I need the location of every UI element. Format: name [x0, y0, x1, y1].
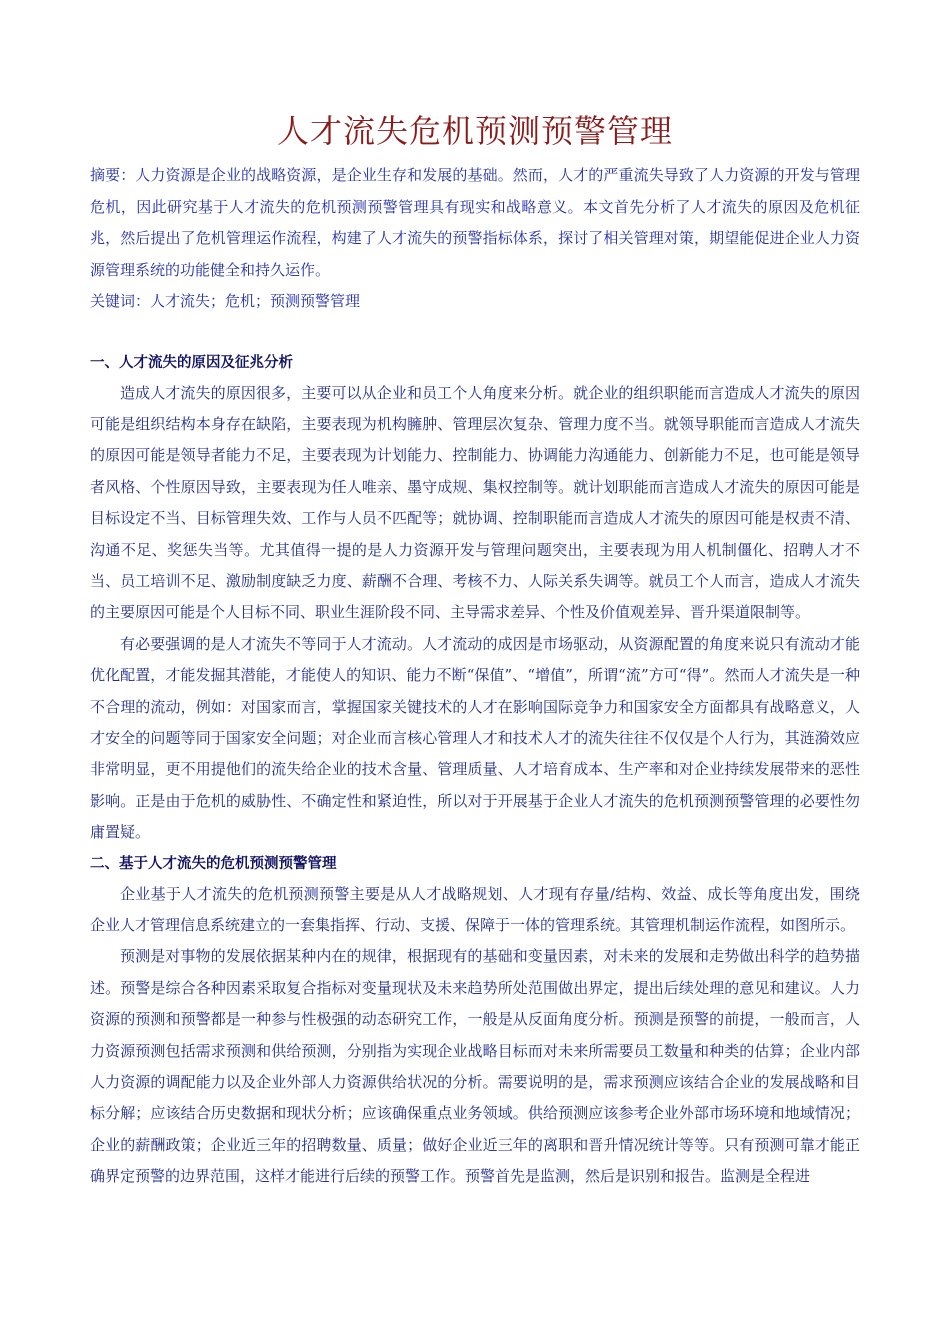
section-2-heading: 二、基于人才流失的危机预测预警管理 [90, 855, 337, 872]
document-title: 人才流失危机预测预警管理 [276, 112, 673, 150]
section-1-paragraph-1: 造成人才流失的原因很多，主要可以从企业和员工个人角度来分析。就企业的组织职能而言造成人才流失的原因可能是组织结构本身存在缺陷，主要表现为机构臃肿、管理层次复杂、管理力度不当。就领导职能而言造成人才流失的原因可能是领导者能力不足，主要表现为计划能力、控制能力、协调能力沟通能力、创新能力不足，也可能是领导者风格、个性原因导致，主要表现为任人唯亲、墨守成规、集权控制等。就计划职能而言造成人才流失的原因可能是目标设定不当、目标管理失效、工作与人员不匹配等；就协调、控制职能而言造成人才流失的原因可能是权责不清、沟通不足、奖惩失当等。尤其值得一提的是人力资源开发与管理问题突出，主要表现为用人机制僵化、招聘人才不当、员工培训不足、激励制度缺乏力度、薪酬不合理、考核不力、人际关系失调等。就员工个人而言，造成人才流失的主要原因可能是个人目标不同、职业生涯阶段不同、主导需求差异、个性及价值观差异、晋升渠道限制等。 [90, 383, 860, 622]
abstract-text: 摘要：人力资源是企业的战略资源，是企业生存和发展的基础。然而，人才的严重流失导致了人力资源的开发与管理危机，因此研究基于人才流失的危机预测预警管理具有现实和战略意义。本文首先分析了人才流失的原因及危机征兆，然后提出了危机管理运作流程，构建了人才流失的预警指标体系，探讨了相关管理对策，期望能促进企业人力资源管理系统的功能健全和持久运作。 [90, 166, 860, 279]
section-2-paragraph-2: 预测是对事物的发展依据某种内在的规律，根据现有的基础和变量因素，对未来的发展和走势做出科学的趋势描述。预警是综合各种因素采取复合指标对变量现状及未来趋势所处范围做出界定，提出后续处理的意见和建议。人力资源的预测和预警都是一种参与性极强的动态研究工作，一般是从反面角度分析。预测是预警的前提，一般而言，人力资源预测包括需求预测和供给预测，分别指为实现企业战略目标而对未来所需要员工数量和种类的估算；企业内部人力资源的调配能力以及企业外部人力资源供给状况的分析。需要说明的是，需求预测应该结合企业的发展战略和目标分解；应该结合历史数据和现状分析；应该确保重点业务领域。供给预测应该参考企业外部市场环境和地域情况；企业的薪酬政策；企业近三年的招聘数量、质量；做好企业近三年的离职和晋升情况统计等等。只有预测可靠才能正确界定预警的边界范围，这样才能进行后续的预警工作。预警首先是监测，然后是识别和报告。监测是全程进 [90, 947, 860, 1186]
document-page [90, 100, 860, 1193]
section-2-paragraph-1: 企业基于人才流失的危机预测预警主要是从人才战略规划、人才现有存量/结构、效益、成长等角度出发，围绕企业人才管理信息系统建立的一套集指挥、行动、支援、保障于一体的管理系统。其管理机制运作流程，如图所示。 [90, 884, 860, 934]
section-1-paragraph-2: 有必要强调的是人才流失不等同于人才流动。人才流动的成因是市场驱动，从资源配置的角度来说只有流动才能优化配置，才能发掘其潜能，才能使人的知识、能力不断“保值”、“增值”，所谓“流”方可“得”。然而人才流失是一种不合理的流动，例如：对国家而言，掌握国家关键技术的人才在影响国际竞争力和国家安全方面都具有战略意义，人才安全的问题等同于国家安全问题；对企业而言核心管理人才和技术人才的流失往往不仅仅是个人行为，其涟漪效应非常明显，更不用提他们的流失给企业的技术含量、管理质量、人才培育成本、生产率和对企业持续发展带来的恶性影响。正是由于危机的威胁性、不确定性和紧迫性，所以对于开展基于企业人才流失的危机预测预警管理的必要性勿庸置疑。 [90, 634, 860, 842]
section-1-heading: 一、人才流失的原因及征兆分析 [90, 354, 293, 371]
keywords-text: 关键词：人才流失；危机；预测预警管理 [90, 292, 361, 310]
